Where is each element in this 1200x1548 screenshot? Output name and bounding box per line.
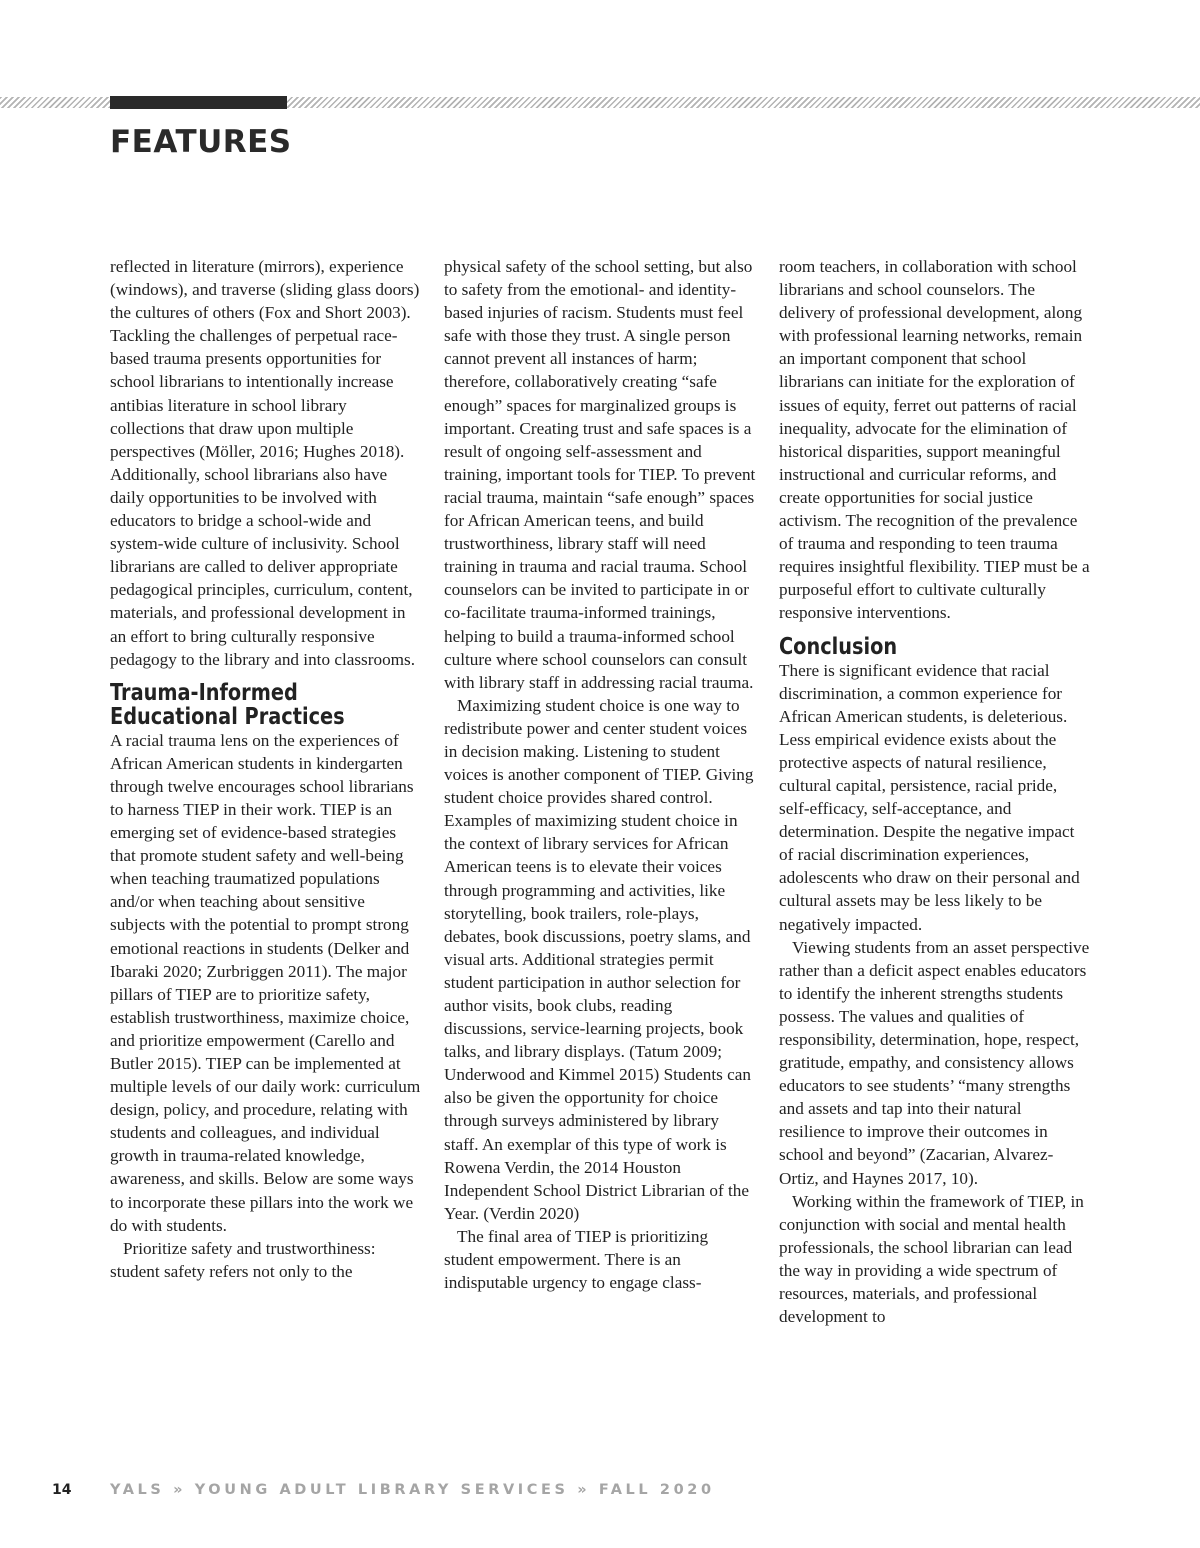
footer-separator: » [577, 1482, 591, 1498]
page-footer [52, 1482, 1200, 1502]
section-heading: Trauma-Informed Educational Practices [110, 679, 345, 730]
text-column-1 [110, 255, 422, 1283]
page-number: 14 [52, 1482, 72, 1498]
paragraph: Working within the framework of TIEP, in conjunction with social and mental health professionals, the school librarian can lead the way in providing a wide spectrum of resources, materials, and professional development to [779, 1191, 1084, 1327]
paragraph: Prioritize safety and trustworthiness: student safety refers not only to the [110, 1238, 376, 1281]
paragraph: physical safety of the school setting, but also to safety from the emotional- and identity-based injuries of racism. Students must feel safe with those they trust. A single person cannot prevent all instances of harm; therefore, collaboratively creating “safe enough” spaces for marginalized groups is important. Creating trust and safe spaces is a result of ongoing self-assessment and training, important tools for TIEP. To prevent racial trauma, maintain “safe enough” spaces for African American teens, and build trustworthiness, library staff will need training in trauma and racial trauma. School counselors can be invited to participate in or co-facilitate trauma-informed trainings, helping to build a trauma-informed school culture where school counselors can consult with library staff in addressing racial trauma. [444, 257, 756, 692]
publication-name: YOUNG ADULT LIBRARY SERVICES [194, 1482, 569, 1498]
paragraph: The final area of TIEP is prioritizing student empowerment. There is an indisputable urgency to engage class- [444, 1226, 709, 1293]
section-title: FEATURES [110, 124, 292, 160]
paragraph: Maximizing student choice is one way to redistribute power and center student voices in decision making. Listening to student voices is another component of TIEP. Giving student choice provides shared control. Examples of maximizing student choice in the context of library services for African American teens is to elevate their voices through programming and activities, like storytelling, book trailers, role-plays, debates, book discussions, poetry slams, and visual arts. Additional strategies permit student participation in author selection for author visits, book clubs, reading discussions, service-learning projects, book talks, and library displays. (Tatum 2009; Underwood and Kimmel 2015) Students can also be given the opportunity for choice through surveys administered by library staff. An exemplar of this type of work is Rowena Verdin, the 2014 Houston Independent School District Librarian of the Year. (Verdin 2020) [444, 695, 754, 1223]
section-heading: Conclusion [779, 633, 898, 660]
paragraph: room teachers, in collaboration with school librarians and school counselors. The delivery of professional development, along with professional learning networks, remain an important component that school librarians can initiate for the exploration of issues of equity, ferret out patterns of racial inequality, advocate for the elimination of historical disparities, support meaningful instructional and curricular reforms, and create opportunities for social justice activism. The recognition of the prevalence of trauma and responding to teen trauma requires insightful flexibility. TIEP must be a purposeful effort to cultivate culturally responsive interventions. [779, 257, 1090, 623]
publication-abbrev: YALS [110, 1482, 165, 1498]
paragraph: reflected in literature (mirrors), experience (windows), and traverse (sliding glass doors) the cultures of others (Fox and Short 2003). Tackling the challenges of perpetual race-based trauma presents opportunities for school librarians to intentionally increase antibias literature in school library collections that draw upon multiple perspectives (Möller, 2016; Hughes 2018). Additionally, school librarians also have daily opportunities to be involved with educators to bridge a school-wide and system-wide culture of inclusivity. School librarians are called to deliver appropriate pedagogical principles, curriculum, content, materials, and professional development in an effort to bring culturally responsive pedagogy to the library and into classrooms. [110, 257, 420, 669]
footer-separator: » [173, 1482, 187, 1498]
paragraph: A racial trauma lens on the experiences of African American students in kindergarten through twelve encourages school librarians to harness TIEP in their work. TIEP is an emerging set of evidence-based strategies that promote student safety and well-being when teaching traumatized populations and/or when teaching about sensitive subjects with the potential to prompt strong emotional reactions in students (Delker and Ibaraki 2020; Zurbriggen 2011). The major pillars of TIEP are to prioritize safety, establish trustworthiness, maximize choice, and prioritize empowerment (Carello and Butler 2015). TIEP can be implemented at multiple levels of our daily work: curriculum design, policy, and procedure, relating with students and colleagues, and individual growth in trauma-related knowledge, awareness, and skills. Below are some ways to incorporate these pillars into the work we do with students. [110, 730, 421, 1235]
running-footer [110, 1482, 715, 1498]
paragraph: Viewing students from an asset perspective rather than a deficit aspect enables educators to identify the inherent strengths students possess. The values and qualities of responsibility, determination, hope, respect, gratitude, empathy, and consistency allows educators to see students’ “many strengths and assets and tap into their natural resilience to improve their outcomes in school and beyond” (Zacarian, Alvarez-Ortiz, and Haynes 2017, 10). [779, 937, 1090, 1188]
header-accent-bar [110, 96, 287, 109]
text-column-2 [444, 255, 756, 1294]
text-column-3 [779, 255, 1091, 1328]
paragraph: There is significant evidence that racial discrimination, a common experience for African American students, is deleterious. Less empirical evidence exists about the protective aspects of natural resilience, cultural capital, persistence, racial pride, self-efficacy, self-acceptance, and determination. Despite the negative impact of racial discrimination experiences, adolescents who draw on their personal and cultural assets may be less likely to be negatively impacted. [779, 660, 1080, 934]
issue-date: FALL 2020 [598, 1482, 715, 1498]
